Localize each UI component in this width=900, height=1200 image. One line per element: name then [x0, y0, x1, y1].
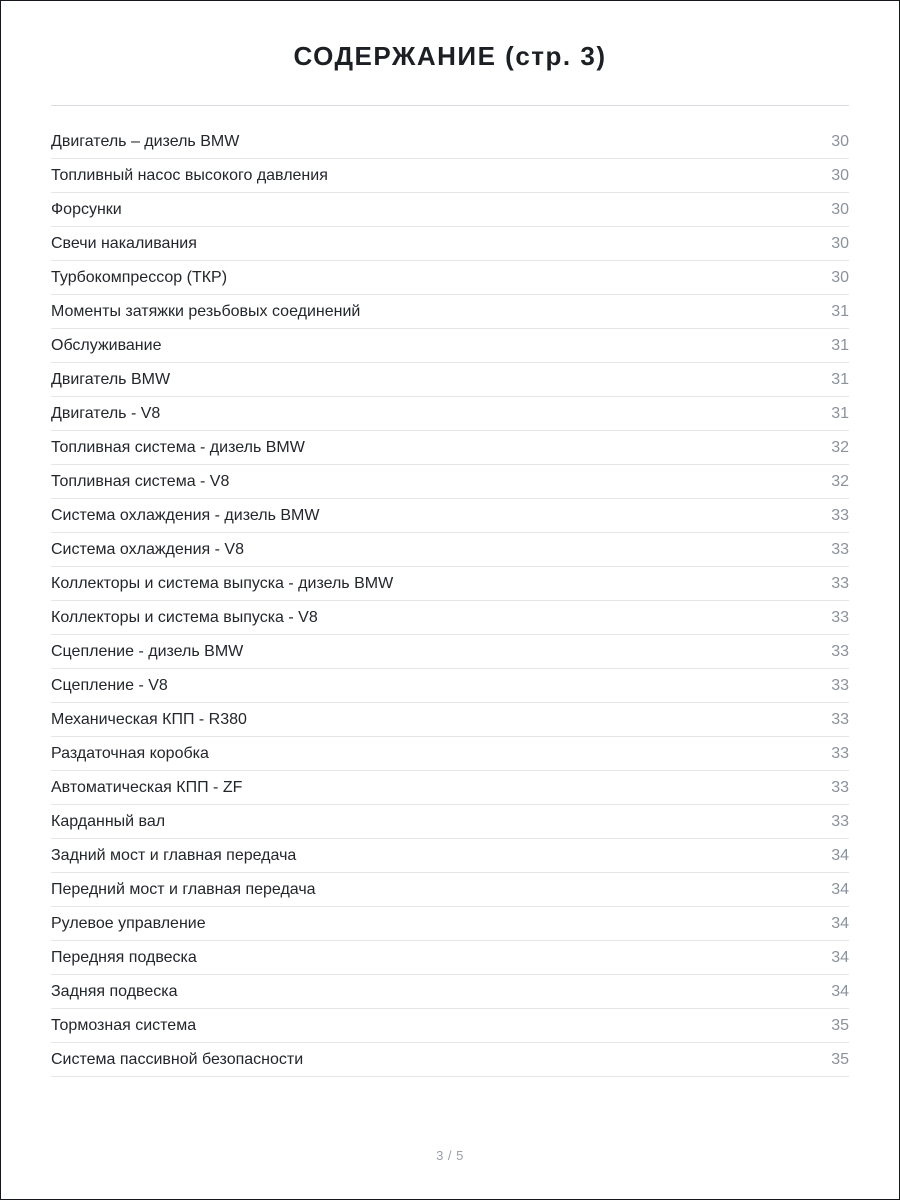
- toc-entry-title: Передний мост и главная передача: [51, 880, 316, 898]
- toc-entry-page-number: 33: [831, 642, 849, 660]
- toc-row: [51, 499, 849, 533]
- toc-entry-page-number: 30: [831, 166, 849, 184]
- toc-entry-title: Автоматическая КПП - ZF: [51, 778, 243, 796]
- toc-entry-title: Раздаточная коробка: [51, 744, 209, 762]
- toc-entry-page-number: 32: [831, 438, 849, 456]
- toc-row: [51, 975, 849, 1009]
- toc-entry-page-number: 35: [831, 1016, 849, 1034]
- toc-entry-page-number: 33: [831, 574, 849, 592]
- toc-entry-title: Система охлаждения - V8: [51, 540, 244, 558]
- toc-entry-title: Топливный насос высокого давления: [51, 166, 328, 184]
- toc-row: [51, 363, 849, 397]
- toc-row: [51, 295, 849, 329]
- toc-row: [51, 635, 849, 669]
- toc-entry-page-number: 31: [831, 370, 849, 388]
- toc-entry-title: Свечи накаливания: [51, 234, 197, 252]
- toc-entry-page-number: 30: [831, 234, 849, 252]
- toc-entry-title: Форсунки: [51, 200, 122, 218]
- toc-entry-title: Двигатель - V8: [51, 404, 161, 422]
- toc-row: [51, 805, 849, 839]
- toc-entry-title: Сцепление - дизель BMW: [51, 642, 244, 660]
- toc-row: [51, 567, 849, 601]
- toc-list: [51, 125, 849, 1077]
- toc-entry-page-number: 34: [831, 948, 849, 966]
- toc-entry-page-number: 34: [831, 880, 849, 898]
- toc-row: [51, 601, 849, 635]
- toc-row: [51, 907, 849, 941]
- toc-row: [51, 703, 849, 737]
- toc-entry-title: Карданный вал: [51, 812, 166, 830]
- toc-entry-page-number: 31: [831, 336, 849, 354]
- toc-row: [51, 193, 849, 227]
- toc-entry-title: Механическая КПП - R380: [51, 710, 247, 728]
- toc-entry-page-number: 30: [831, 268, 849, 286]
- toc-entry-title: Двигатель BMW: [51, 370, 171, 388]
- toc-entry-page-number: 33: [831, 506, 849, 524]
- toc-entry-title: Задний мост и главная передача: [51, 846, 297, 864]
- toc-entry-page-number: 33: [831, 710, 849, 728]
- page-title: СОДЕРЖАНИЕ (стр. 3): [293, 41, 607, 71]
- toc-row: [51, 1043, 849, 1077]
- toc-entry-title: Система охлаждения - дизель BMW: [51, 506, 320, 524]
- toc-row: [51, 125, 849, 159]
- toc-entry-page-number: 30: [831, 200, 849, 218]
- toc-entry-page-number: 33: [831, 540, 849, 558]
- toc-entry-title: Двигатель – дизель BMW: [51, 132, 240, 150]
- toc-row: [51, 669, 849, 703]
- toc-entry-page-number: 34: [831, 914, 849, 932]
- toc-entry-page-number: 33: [831, 778, 849, 796]
- toc-entry-page-number: 33: [831, 608, 849, 626]
- toc-row: [51, 397, 849, 431]
- toc-entry-page-number: 33: [831, 744, 849, 762]
- toc-entry-title: Коллекторы и система выпуска - дизель BMW: [51, 574, 394, 592]
- toc-entry-page-number: 30: [831, 132, 849, 150]
- toc-entry-title: Сцепление - V8: [51, 676, 168, 694]
- page-indicator: 3 / 5: [436, 1148, 464, 1163]
- toc-row: [51, 737, 849, 771]
- toc-entry-title: Передняя подвеска: [51, 948, 197, 966]
- toc-entry-title: Система пассивной безопасности: [51, 1050, 304, 1068]
- toc-row: [51, 771, 849, 805]
- toc-row: [51, 431, 849, 465]
- toc-entry-title: Топливная система - V8: [51, 472, 230, 490]
- toc-entry-title: Моменты затяжки резьбовых соединений: [51, 302, 361, 320]
- toc-row: [51, 227, 849, 261]
- toc-entry-page-number: 32: [831, 472, 849, 490]
- toc-entry-title: Рулевое управление: [51, 914, 206, 932]
- toc-entry-title: Задняя подвеска: [51, 982, 178, 1000]
- toc-row: [51, 533, 849, 567]
- toc-entry-title: Тормозная система: [51, 1016, 197, 1034]
- toc-entry-title: Турбокомпрессор (ТКР): [51, 268, 228, 286]
- toc-entry-page-number: 35: [831, 1050, 849, 1068]
- title-divider: [51, 105, 849, 106]
- toc-entry-page-number: 31: [831, 404, 849, 422]
- toc-row: [51, 1009, 849, 1043]
- toc-entry-page-number: 34: [831, 846, 849, 864]
- toc-entry-title: Коллекторы и система выпуска - V8: [51, 608, 318, 626]
- toc-row: [51, 941, 849, 975]
- toc-entry-title: Обслуживание: [51, 336, 162, 354]
- toc-entry-page-number: 31: [831, 302, 849, 320]
- toc-entry-page-number: 33: [831, 812, 849, 830]
- toc-entry-page-number: 33: [831, 676, 849, 694]
- toc-row: [51, 329, 849, 363]
- toc-entry-title: Топливная система - дизель BMW: [51, 438, 305, 456]
- toc-row: [51, 261, 849, 295]
- toc-row: [51, 839, 849, 873]
- toc-row: [51, 159, 849, 193]
- toc-row: [51, 465, 849, 499]
- toc-row: [51, 873, 849, 907]
- toc-entry-page-number: 34: [831, 982, 849, 1000]
